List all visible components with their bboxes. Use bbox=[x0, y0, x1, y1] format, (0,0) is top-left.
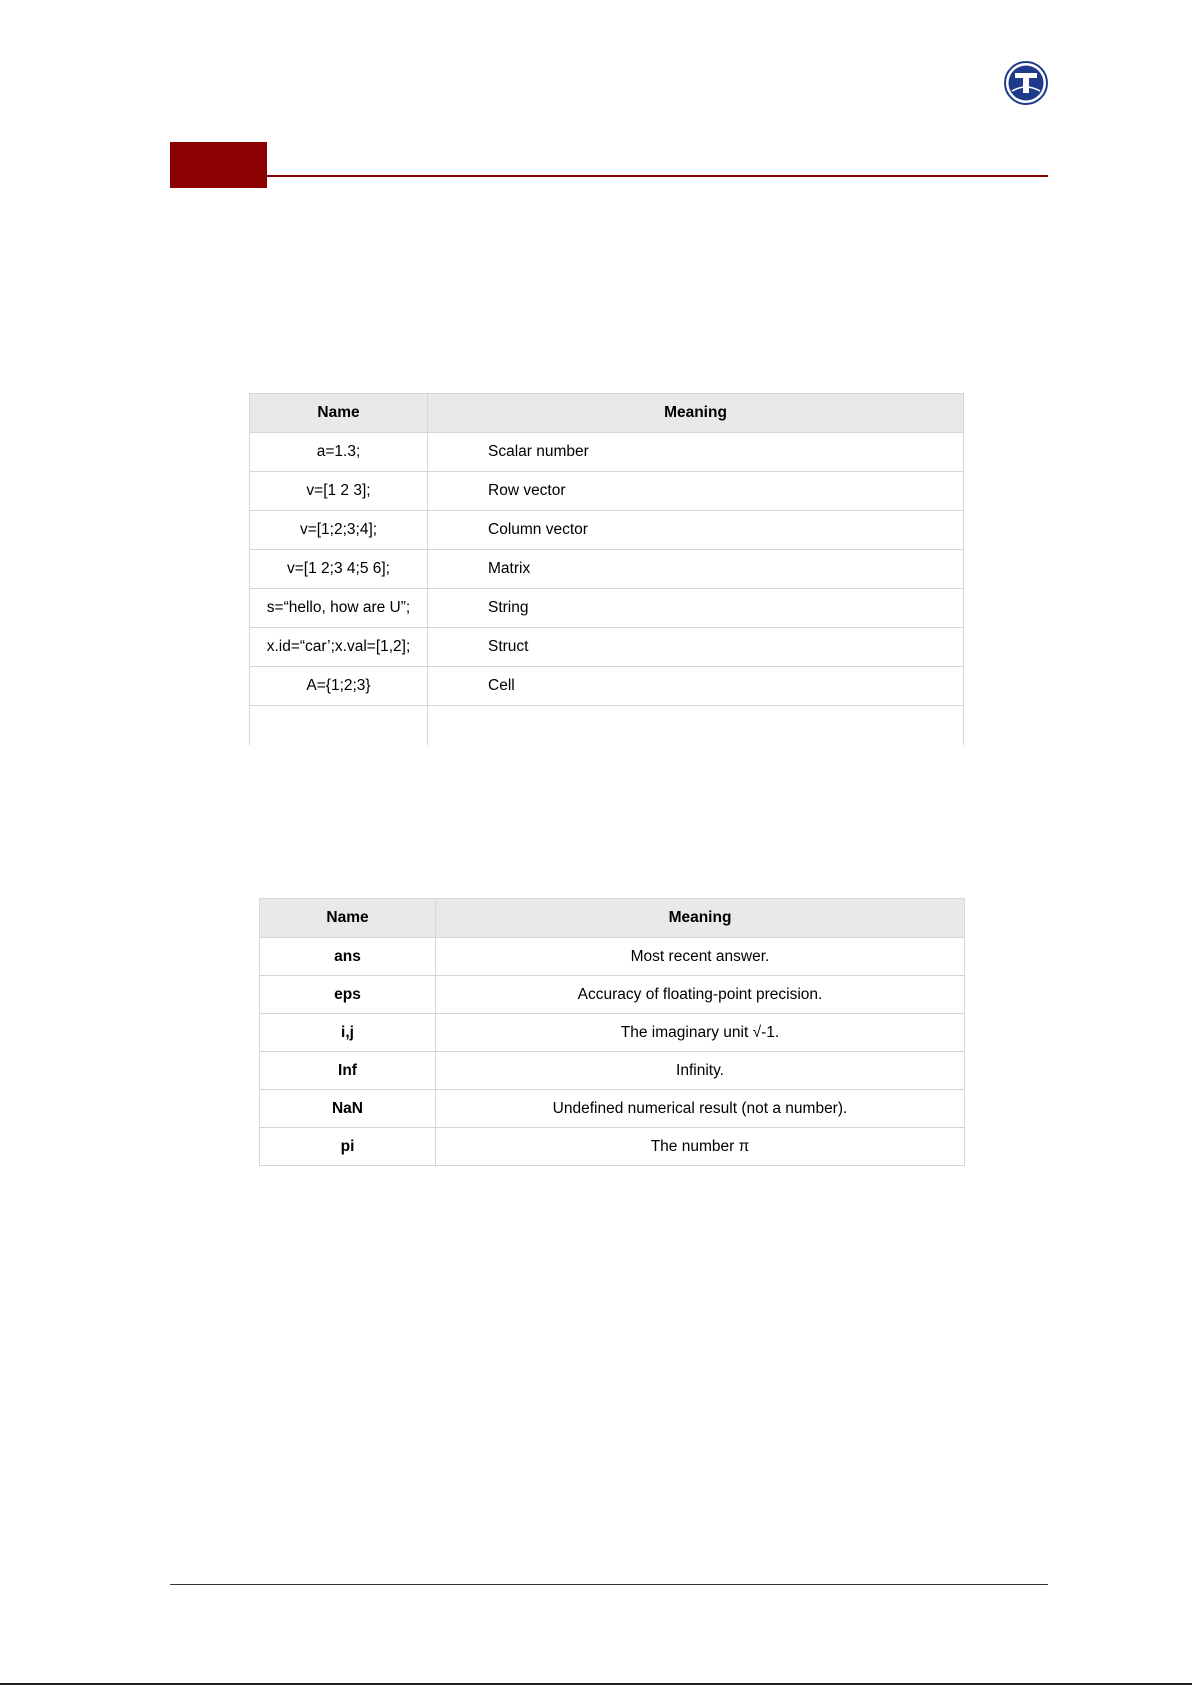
table-row bbox=[260, 938, 965, 976]
cell-meaning: Most recent answer. bbox=[436, 938, 965, 976]
cell-meaning: Struct bbox=[428, 628, 964, 667]
cell-name: ans bbox=[260, 938, 436, 976]
cell-name: v=[1;2;3;4]; bbox=[250, 511, 428, 550]
cell-meaning: Row vector bbox=[428, 472, 964, 511]
cell-meaning: Infinity. bbox=[436, 1052, 965, 1090]
table-row bbox=[250, 433, 964, 472]
cell-meaning: The number π bbox=[436, 1128, 965, 1166]
special-constants-table bbox=[259, 898, 965, 1166]
cell-meaning: Column vector bbox=[428, 511, 964, 550]
table-row bbox=[260, 976, 965, 1014]
cell-meaning: String bbox=[428, 589, 964, 628]
cell-name: v=[1 2;3 4;5 6]; bbox=[250, 550, 428, 589]
table-header-row bbox=[250, 394, 964, 433]
column-header-name: Name bbox=[250, 394, 428, 433]
university-logo-icon bbox=[1004, 61, 1048, 105]
column-header-name: Name bbox=[260, 899, 436, 938]
footer-rule bbox=[170, 1584, 1048, 1585]
cell-meaning: Cell bbox=[428, 667, 964, 706]
cell-name: s=“hello, how are U”; bbox=[250, 589, 428, 628]
cell-name: A={1;2;3} bbox=[250, 667, 428, 706]
cell-name: Inf bbox=[260, 1052, 436, 1090]
cell-meaning: The imaginary unit √-1. bbox=[436, 1014, 965, 1052]
column-header-meaning: Meaning bbox=[436, 899, 965, 938]
cell-name: eps bbox=[260, 976, 436, 1014]
table-row bbox=[260, 1128, 965, 1166]
column-header-meaning: Meaning bbox=[428, 394, 964, 433]
cell-meaning: Scalar number bbox=[428, 433, 964, 472]
table-row bbox=[260, 1014, 965, 1052]
cell-name: i,j bbox=[260, 1014, 436, 1052]
cell-name: x.id=“car’;x.val=[1,2]; bbox=[250, 628, 428, 667]
table-row bbox=[250, 472, 964, 511]
table-row-cutoff bbox=[250, 706, 964, 745]
cell-meaning: Undefined numerical result (not a number). bbox=[436, 1090, 965, 1128]
cell-name: pi bbox=[260, 1128, 436, 1166]
table-header-row bbox=[260, 899, 965, 938]
table-row bbox=[250, 628, 964, 667]
cell-meaning: Accuracy of floating-point precision. bbox=[436, 976, 965, 1014]
data-types-table bbox=[249, 393, 964, 745]
cell-name: v=[1 2 3]; bbox=[250, 472, 428, 511]
table-row bbox=[260, 1052, 965, 1090]
section-header-block bbox=[170, 142, 267, 188]
table-row bbox=[250, 667, 964, 706]
cell-meaning: Matrix bbox=[428, 550, 964, 589]
table-row bbox=[250, 589, 964, 628]
cell-empty bbox=[428, 706, 964, 745]
cell-empty bbox=[250, 706, 428, 745]
cell-name: NaN bbox=[260, 1090, 436, 1128]
header-rule bbox=[267, 175, 1048, 177]
table-row bbox=[260, 1090, 965, 1128]
table-row bbox=[250, 511, 964, 550]
table-row bbox=[250, 550, 964, 589]
cell-name: a=1.3; bbox=[250, 433, 428, 472]
